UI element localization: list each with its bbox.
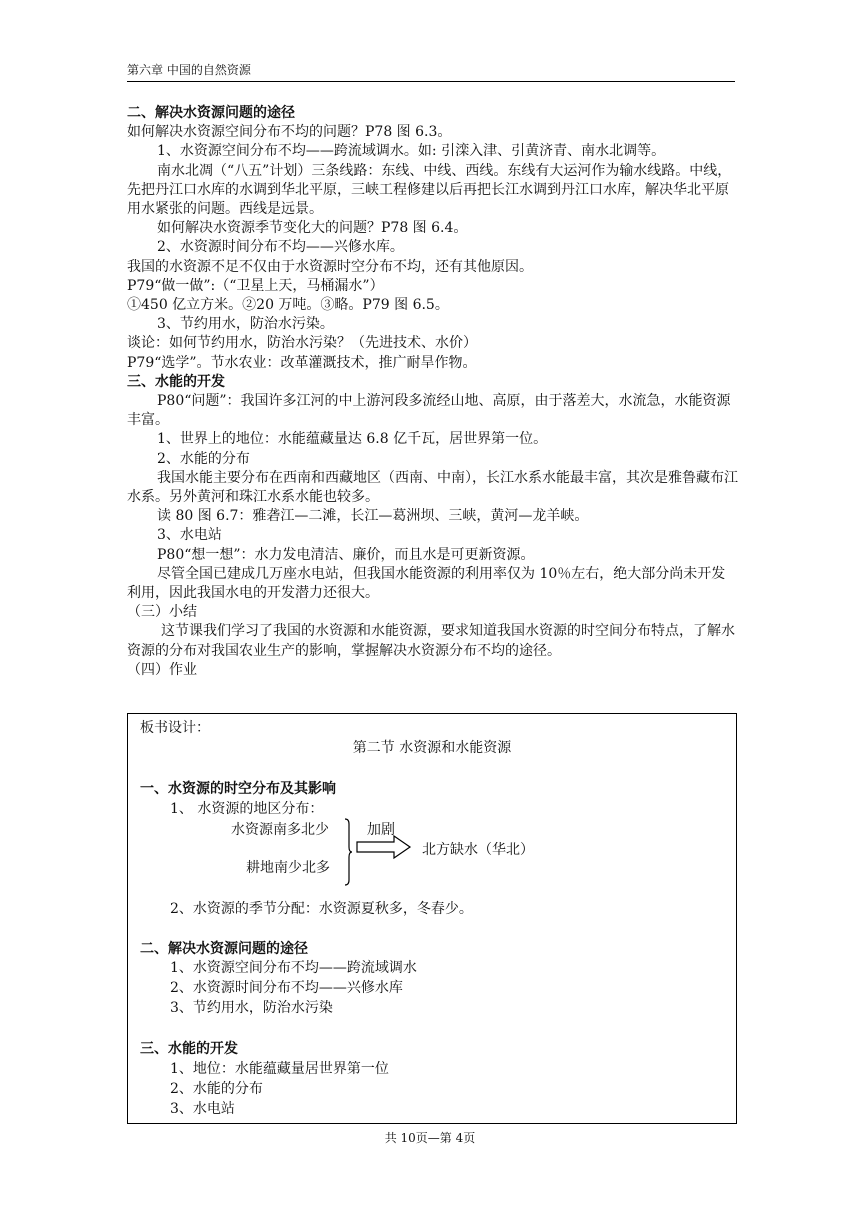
paragraph: ①450 亿立方米。②20 万吨。③略。P79 图 6.5。 [127, 297, 449, 314]
paragraph: 2、水能的分布 [157, 450, 250, 467]
paragraph: 这节课我们学习了我国的水资源和水能资源，要求知道我国水资源的时空间分布特点，了解水资源的分布对我国农业生产的影响，掌握解决水资源分布不均的途径。 [127, 623, 735, 659]
paragraph: 如何解决水资源季节变化大的问题？P78 图 6.4。 [157, 220, 468, 237]
board-section-3-heading: 三、水能的开发 [140, 1041, 238, 1057]
paragraph: P79“做一做”:（“卫星上天，马桶漏水”） [127, 277, 384, 294]
paragraph: 1、世界上的地位：水能蕴藏量达 6.8 亿千瓦，居世界第一位。 [157, 431, 548, 448]
paragraph: 3、节约用水，防治水污染。 [157, 316, 334, 333]
paragraph: （三）小结 [127, 604, 197, 621]
paragraph: 我国的水资源不足不仅由于水资源时空分布不均，还有其他原因。 [127, 258, 533, 275]
paragraph: 谈论：如何节约用水，防治水污染？（先进技术、水价） [127, 335, 477, 352]
board-s1-arrow-label: 加剧 [367, 822, 395, 838]
board-title: 第二节 水资源和水能资源 [352, 740, 512, 756]
board-s1-water-south-more: 水资源南多北少 [231, 822, 329, 838]
board-label: 板书设计： [140, 720, 210, 736]
board-s3-item-1: 1、地位：水能蕴藏量居世界第一位 [170, 1061, 389, 1077]
paragraph: 我国水能主要分布在西南和西藏地区（西南、中南），长江水系水能最丰富，其次是雅鲁藏布江水系。另外黄河和珠江水系水能也较多。 [127, 469, 738, 506]
board-s3-item-3: 3、水电站 [170, 1101, 235, 1117]
paragraph: 2、水资源时间分布不均——兴修水库。 [157, 239, 404, 256]
board-s1-farmland-south-less: 耕地南少北多 [246, 860, 330, 876]
board-s2-item-1: 1、水资源空间分布不均——跨流域调水 [170, 960, 417, 976]
chapter-header [127, 62, 735, 82]
hollow-arrow-icon [356, 834, 412, 860]
board-s1-item-2: 2、水资源的季节分配：水资源夏秋多，冬春少。 [170, 901, 473, 917]
paragraph: 南水北凋（“八五”计划）三条线路：东线、中线、西线。东线有大运河作为输水线路。中线，先把丹江口水库的水调到华北平原，三峡工程修建以后再把长江水调到丹江口水库，解决华北平原用水紧张的问题。西线是远景。 [127, 162, 732, 218]
board-section-2-heading: 二、解决水资源问题的途径 [140, 941, 308, 957]
board-design-box [127, 713, 737, 1124]
paragraph: 如何解决水资源空间分布不均的问题？P78 图 6.3。 [127, 124, 452, 141]
board-s1-result: 北方缺水（华北） [422, 842, 534, 858]
page-footer: 共 10页—第 4页 [384, 1131, 476, 1145]
paragraph: 读 80 图 6.7：雅砻江—二滩，长江—葛洲坝、三峡，黄河—龙羊峡。 [157, 508, 589, 525]
paragraph: P80“问题”：我国许多江河的中上游河段多流经山地、高原，由于落差大，水流急，水能资源丰富。 [127, 393, 731, 429]
section-heading: 二、解决水资源问题的途径 [127, 105, 295, 121]
paragraph: P80“想一想”：水力发电清洁、廉价，而且水是可更新资源。 [157, 546, 535, 563]
board-s1-item-1: 1、 水资源的地区分布： [170, 801, 324, 817]
board-s2-item-2: 2、水资源时间分布不均——兴修水库 [170, 980, 403, 996]
section-heading: 三、水能的开发 [127, 373, 225, 390]
lesson-body [127, 104, 739, 680]
paragraph: 3、水电站 [157, 527, 222, 544]
paragraph: P79“选学”。节水农业：改革灌溉技术，推广耐旱作物。 [127, 354, 477, 371]
board-section-1-heading: 一、水资源的时空分布及其影响 [140, 781, 336, 797]
curly-brace-icon [343, 818, 353, 886]
chapter-title: 第六章 中国的自然资源 [127, 63, 251, 77]
paragraph: （四）作业 [127, 661, 197, 678]
board-s2-item-3: 3、节约用水，防治水污染 [170, 1000, 333, 1016]
paragraph: 1、水资源空间分布不均——跨流域调水。如: 引滦入津、引黄济青、南水北调等。 [157, 143, 666, 160]
board-s3-item-2: 2、水能的分布 [170, 1081, 263, 1097]
paragraph: 尽管全国已建成几万座水电站，但我国水能资源的利用率仅为 10％左右，绝大部分尚未开发利用，因此我国水电的开发潜力还很大。 [127, 565, 726, 602]
